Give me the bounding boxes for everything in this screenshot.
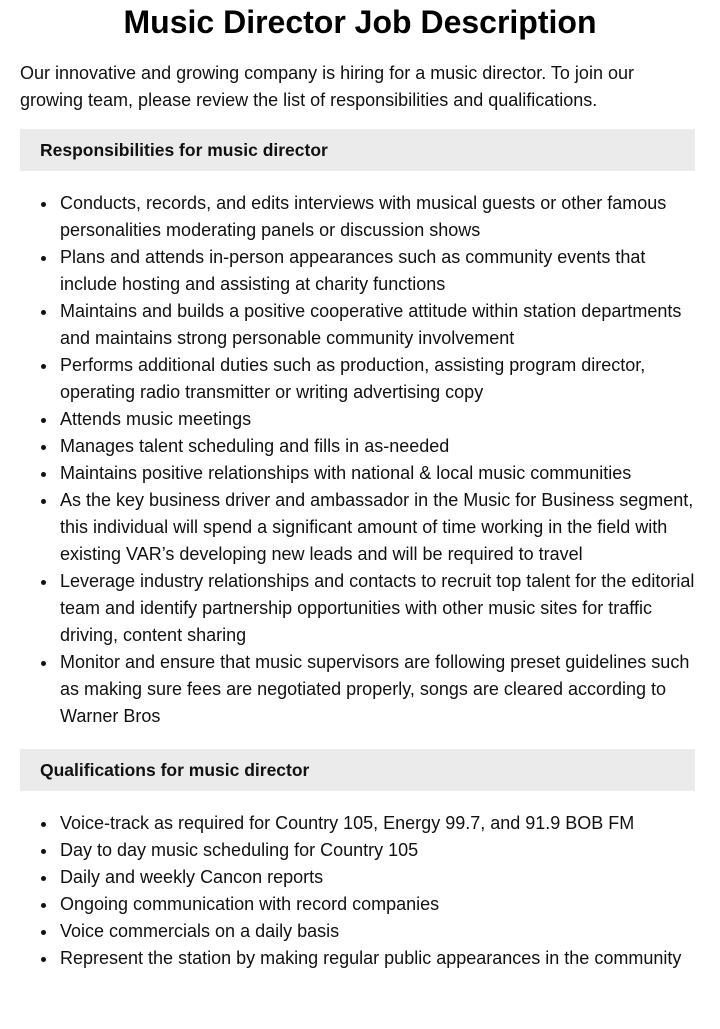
- qualifications-heading: Qualifications for music director: [20, 749, 695, 791]
- list-item: Voice commercials on a daily basis: [60, 918, 700, 945]
- list-item: As the key business driver and ambassador in the Music for Business segment, this individual will spend a significant amount of time working in the field with existing VAR’s developing new leads and will be required to travel: [60, 487, 700, 568]
- qualifications-list: [20, 810, 700, 972]
- list-item: Conducts, records, and edits interviews with musical guests or other famous personalities moderating panels or discussion shows: [60, 190, 700, 244]
- list-item: Maintains positive relationships with national & local music communities: [60, 460, 700, 487]
- list-item: Attends music meetings: [60, 406, 700, 433]
- responsibilities-heading: Responsibilities for music director: [20, 129, 695, 171]
- list-item: Monitor and ensure that music supervisors are following preset guidelines such as making sure fees are negotiated properly, songs are cleared according to Warner Bros: [60, 649, 700, 730]
- list-item: Day to day music scheduling for Country 105: [60, 837, 700, 864]
- list-item: Ongoing communication with record companies: [60, 891, 700, 918]
- list-item: Manages talent scheduling and fills in as-needed: [60, 433, 700, 460]
- responsibilities-list: [20, 190, 700, 730]
- list-item: Voice-track as required for Country 105, Energy 99.7, and 91.9 BOB FM: [60, 810, 700, 837]
- list-item: Maintains and builds a positive cooperative attitude within station departments and maintains strong personable community involvement: [60, 298, 700, 352]
- page-title: Music Director Job Description: [123, 4, 597, 40]
- list-item: Plans and attends in-person appearances such as community events that include hosting and assisting at charity functions: [60, 244, 700, 298]
- list-item: Represent the station by making regular public appearances in the community: [60, 945, 700, 972]
- list-item: Leverage industry relationships and contacts to recruit top talent for the editorial team and identify partnership opportunities with other music sites for traffic driving, content sharing: [60, 568, 700, 649]
- intro-paragraph: Our innovative and growing company is hiring for a music director. To join our growing team, please review the list of responsibilities and qualifications.: [20, 63, 634, 110]
- list-item: Performs additional duties such as production, assisting program director, operating radio transmitter or writing advertising copy: [60, 352, 700, 406]
- list-item: Daily and weekly Cancon reports: [60, 864, 700, 891]
